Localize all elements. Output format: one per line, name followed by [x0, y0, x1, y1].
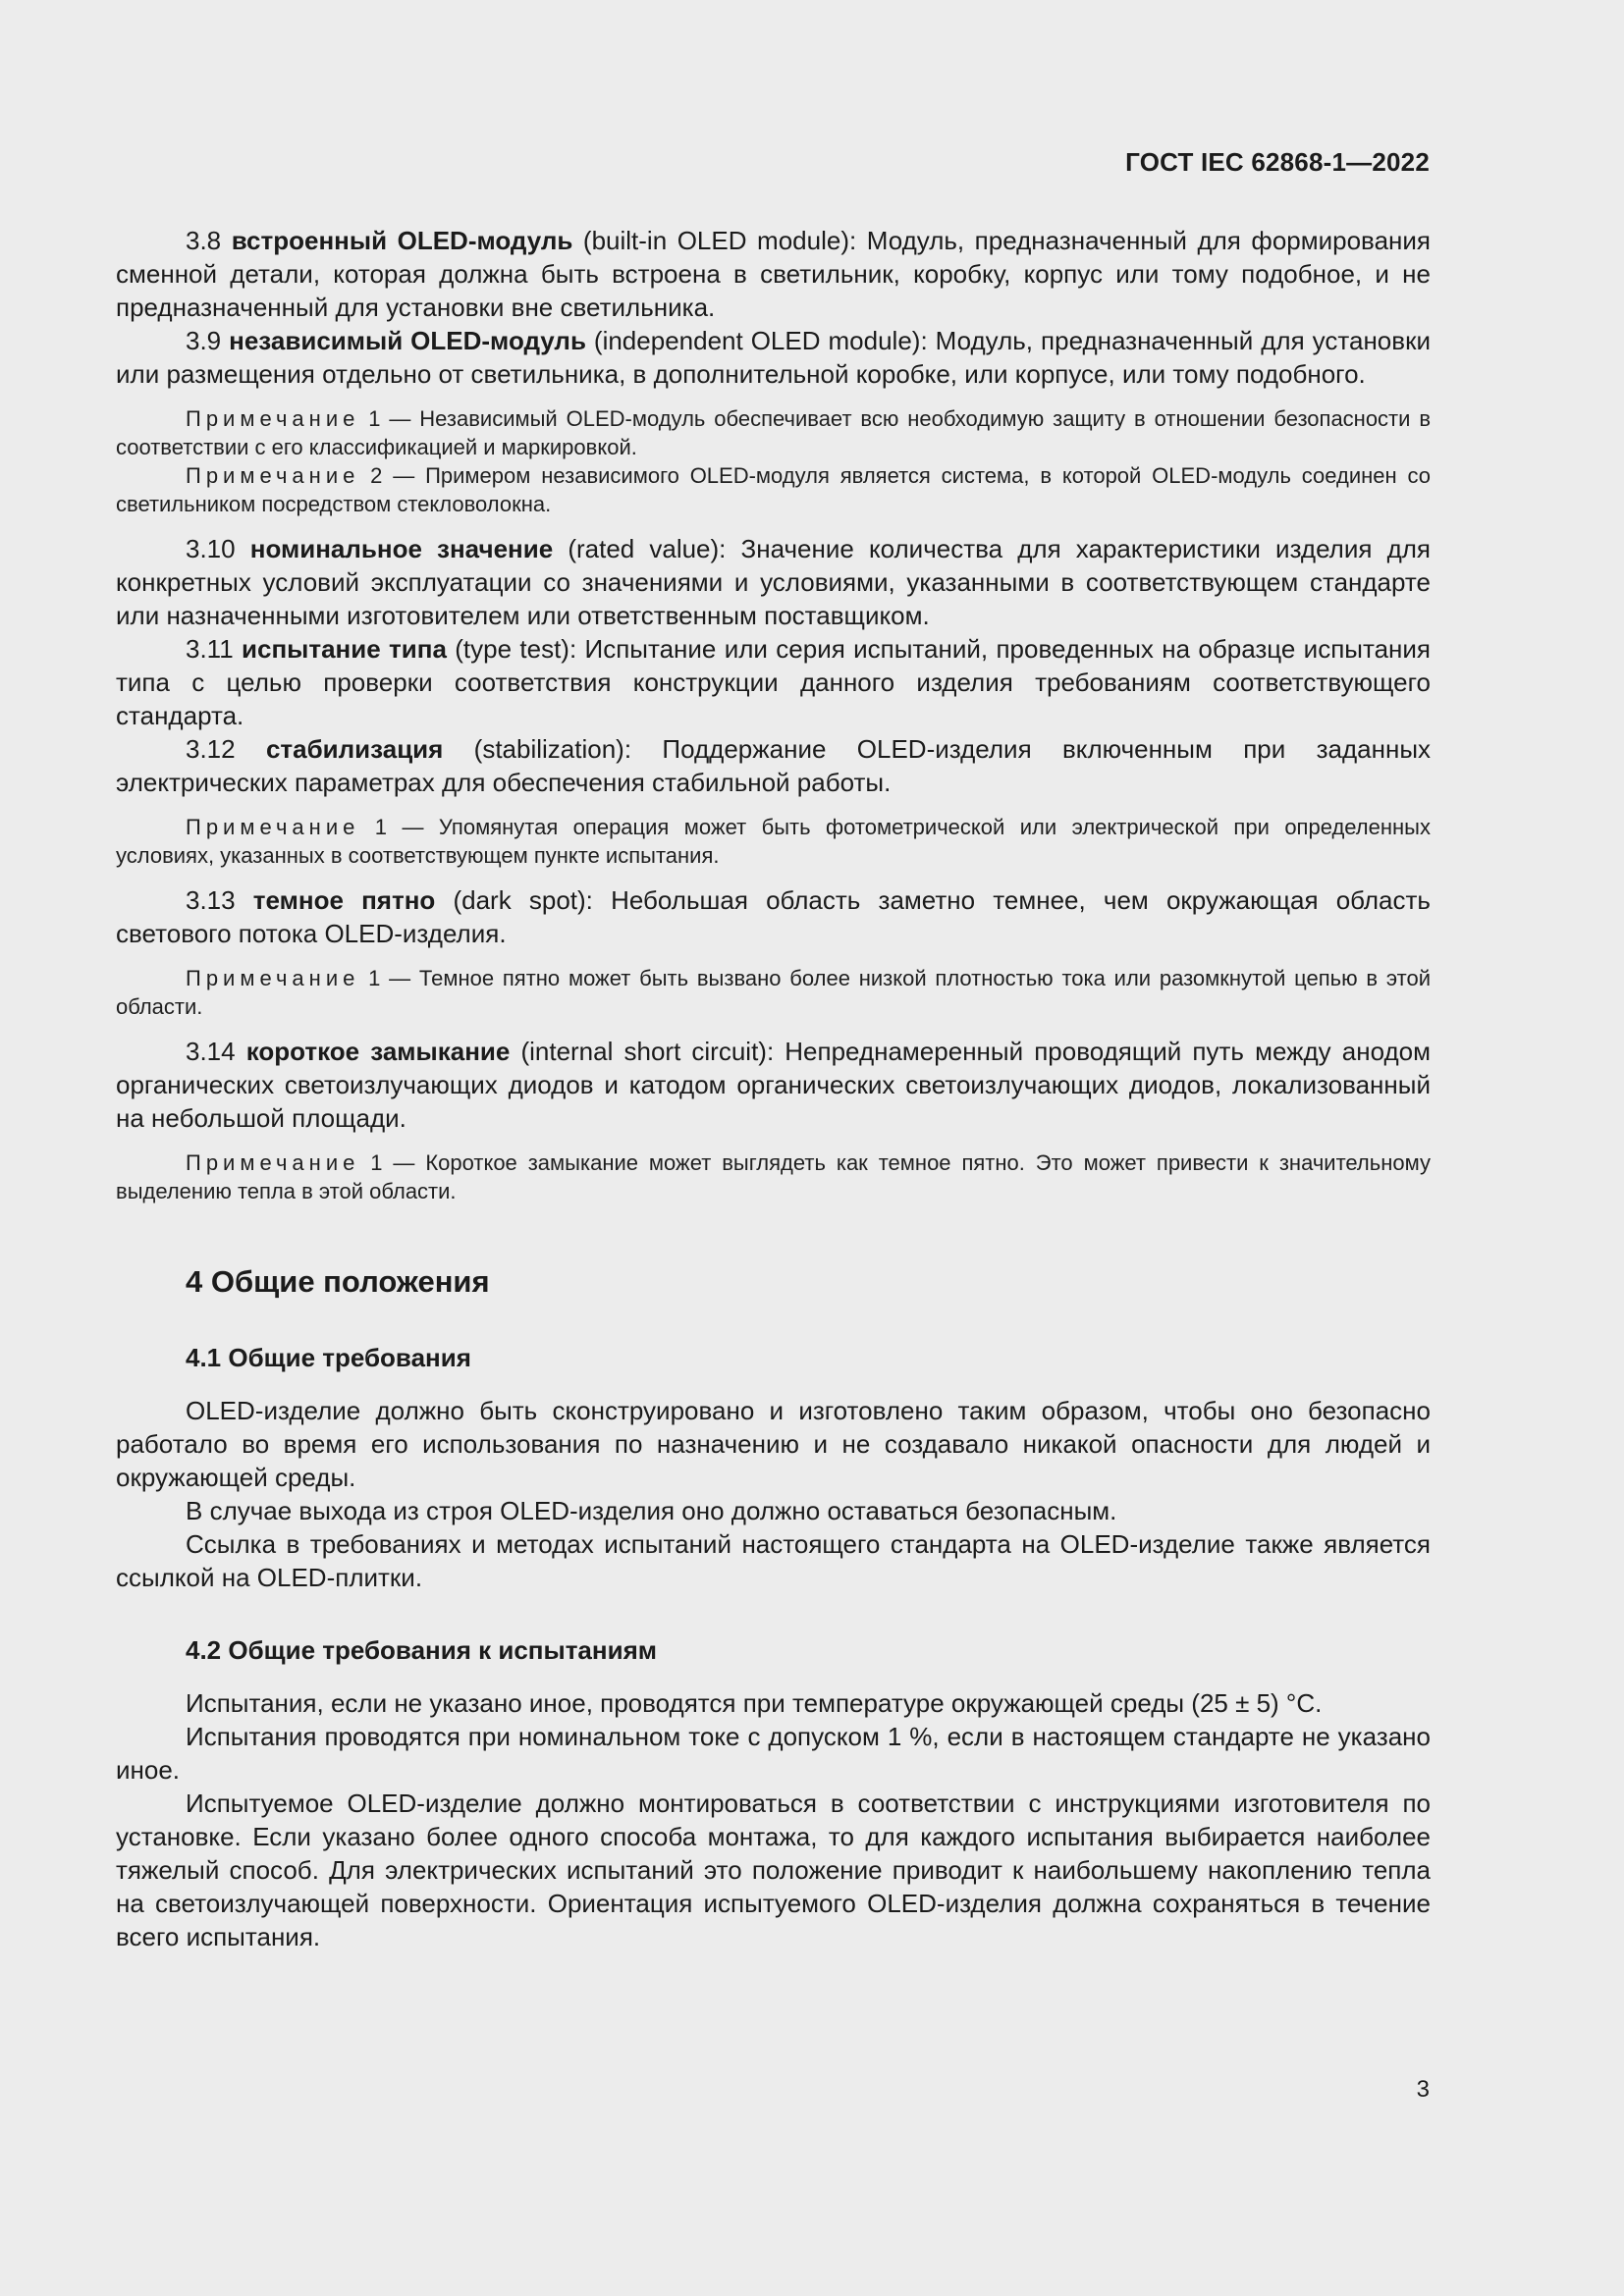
paragraph: Испытания, если не указано иное, проводятся при температуре окружающей среды (25 ± 5) °С.: [186, 1688, 1323, 1718]
paragraph: Испытуемое OLED-изделие должно монтироваться в соответствии с инструкциями изготовителя по установке. Если указано более одного способа монтажа, то для каждого испытания выбирается наиболее тяжелый способ. Для электрических испытаний это положение приводит к наибольшему накоплению тепла на светоизлучающей поверхности. Ориентация испытуемого OLED-изделия должна сохраняться в течение всего испытания.: [116, 1789, 1431, 1951]
definition-3-9: [116, 324, 1431, 391]
clause-number: 3.8: [186, 226, 232, 255]
note-3-12-1: [116, 813, 1431, 870]
note-text: — Независимый OLED-модуль обеспечивает всю необходимую защиту в отношении безопасности в соответствии с его классификацией и маркировкой.: [116, 406, 1432, 459]
definition-text: (internal short circuit): Непреднамеренный проводящий путь между анодом органических светоизлучающих диодов и катодом органических светоизлучающих диодов, локализованный на небольшой площади.: [116, 1037, 1431, 1133]
definition-3-12: [116, 732, 1431, 799]
section-title: 4 Общие положения: [186, 1264, 490, 1299]
paragraph: В случае выхода из строя OLED-изделия оно должно оставаться безопасным.: [186, 1496, 1117, 1525]
clause-number: 3.11: [186, 634, 243, 664]
subsection-title-4-2: 4.2 Общие требования к испытаниям: [186, 1635, 657, 1665]
term: короткое замыкание: [245, 1037, 511, 1066]
definition-3-11: [116, 632, 1431, 732]
document-code: ГОСТ IEC 62868-1—2022: [1125, 147, 1430, 177]
note-text: — Темное пятно может быть вызвано более низкой плотностью тока или разомкнутой цепью в этой области.: [116, 966, 1431, 1019]
paragraph: OLED-изделие должно быть сконструировано и изготовлено таким образом, чтобы оно безопасно работало во время его использования по назначению и не создавало никакой опасности для людей и окружающей среды.: [116, 1396, 1431, 1492]
note-3-13-1: [116, 964, 1431, 1021]
note-3-9-1: [116, 404, 1431, 461]
clause-number: 3.12: [186, 734, 266, 764]
clause-number: 3.10: [186, 534, 250, 563]
term: встроенный OLED-модуль: [231, 226, 573, 255]
definition-3-8: [116, 224, 1431, 324]
clause-number: 3.9: [186, 326, 230, 355]
definition-3-13: [116, 883, 1431, 950]
term: темное пятно: [252, 885, 436, 915]
note-number: 1: [359, 815, 388, 839]
definition-text: (stabilization): Поддержание OLED-изделия включенным при заданных электрических параметрах для обеспечения стабильной работы.: [116, 734, 1432, 797]
note-number: 2: [359, 463, 383, 488]
definition-text: (type test): Испытание или серия испытаний, проведенных на образце испытания типа с целью проверки соответствия конструкции данного изделия требованиям соответствующего стандарта.: [116, 634, 1431, 730]
term: стабилизация: [265, 734, 444, 764]
term: номинальное значение: [249, 534, 554, 563]
definition-text: (dark spot): Небольшая область заметно темнее, чем окружающая область светового потока OLED-изделия.: [116, 885, 1431, 948]
subsection-title-4-1: 4.1 Общие требования: [186, 1343, 471, 1372]
definition-3-14: [116, 1035, 1431, 1135]
term: испытание типа: [242, 634, 447, 664]
note-3-9-2: [116, 461, 1431, 518]
page-body: [116, 224, 1431, 1953]
note-number: 1: [359, 406, 381, 431]
note-label: Примечание: [186, 406, 360, 431]
definition-3-10: [116, 532, 1431, 632]
clause-number: 3.14: [186, 1037, 246, 1066]
note-label: Примечание: [186, 966, 360, 990]
note-3-14-1: [116, 1148, 1431, 1205]
page-number: 3: [1416, 2076, 1430, 2103]
note-label: Примечание: [186, 463, 360, 488]
definition-text: (built-in OLED module): Модуль, предназначенный для формирования сменной детали, которая должна быть встроена в светильник, коробку, корпус или тому подобное, и не предназначенный для установки вне светильника.: [116, 226, 1432, 322]
note-text: — Короткое замыкание может выглядеть как темное пятно. Это может привести к значительному выделению тепла в этой области.: [116, 1150, 1431, 1203]
paragraph: Испытания проводятся при номинальном токе с допуском 1 %, если в настоящем стандарте не указано иное.: [116, 1722, 1431, 1785]
note-label: Примечание: [186, 1150, 360, 1175]
paragraph: Ссылка в требованиях и методах испытаний настоящего стандарта на OLED-изделие также является ссылкой на OLED-плитки.: [116, 1529, 1431, 1592]
definition-text: (rated value): Значение количества для характеристики изделия для конкретных условий эксплуатации со значениями и условиями, указанными в соответствующем стандарте или назначенными изготовителем или ответственным поставщиком.: [116, 534, 1432, 630]
note-number: 1: [359, 966, 381, 990]
term: независимый OLED-модуль: [229, 326, 586, 355]
clause-number: 3.13: [186, 885, 253, 915]
note-label: Примечание: [186, 815, 360, 839]
note-text: — Примером независимого OLED-модуля является система, в которой OLED-модуль соединен со светильником посредством стекловолокна.: [116, 463, 1431, 516]
note-number: 1: [359, 1150, 383, 1175]
definition-text: (independent OLED module): Модуль, предназначенный для установки или размещения отдельно от светильника, в дополнительной коробке, или корпусе, или тому подобного.: [116, 326, 1431, 389]
note-text: — Упомянутая операция может быть фотометрической или электрической при определенных условиях, указанных в соответствующем пункте испытания.: [116, 815, 1431, 868]
